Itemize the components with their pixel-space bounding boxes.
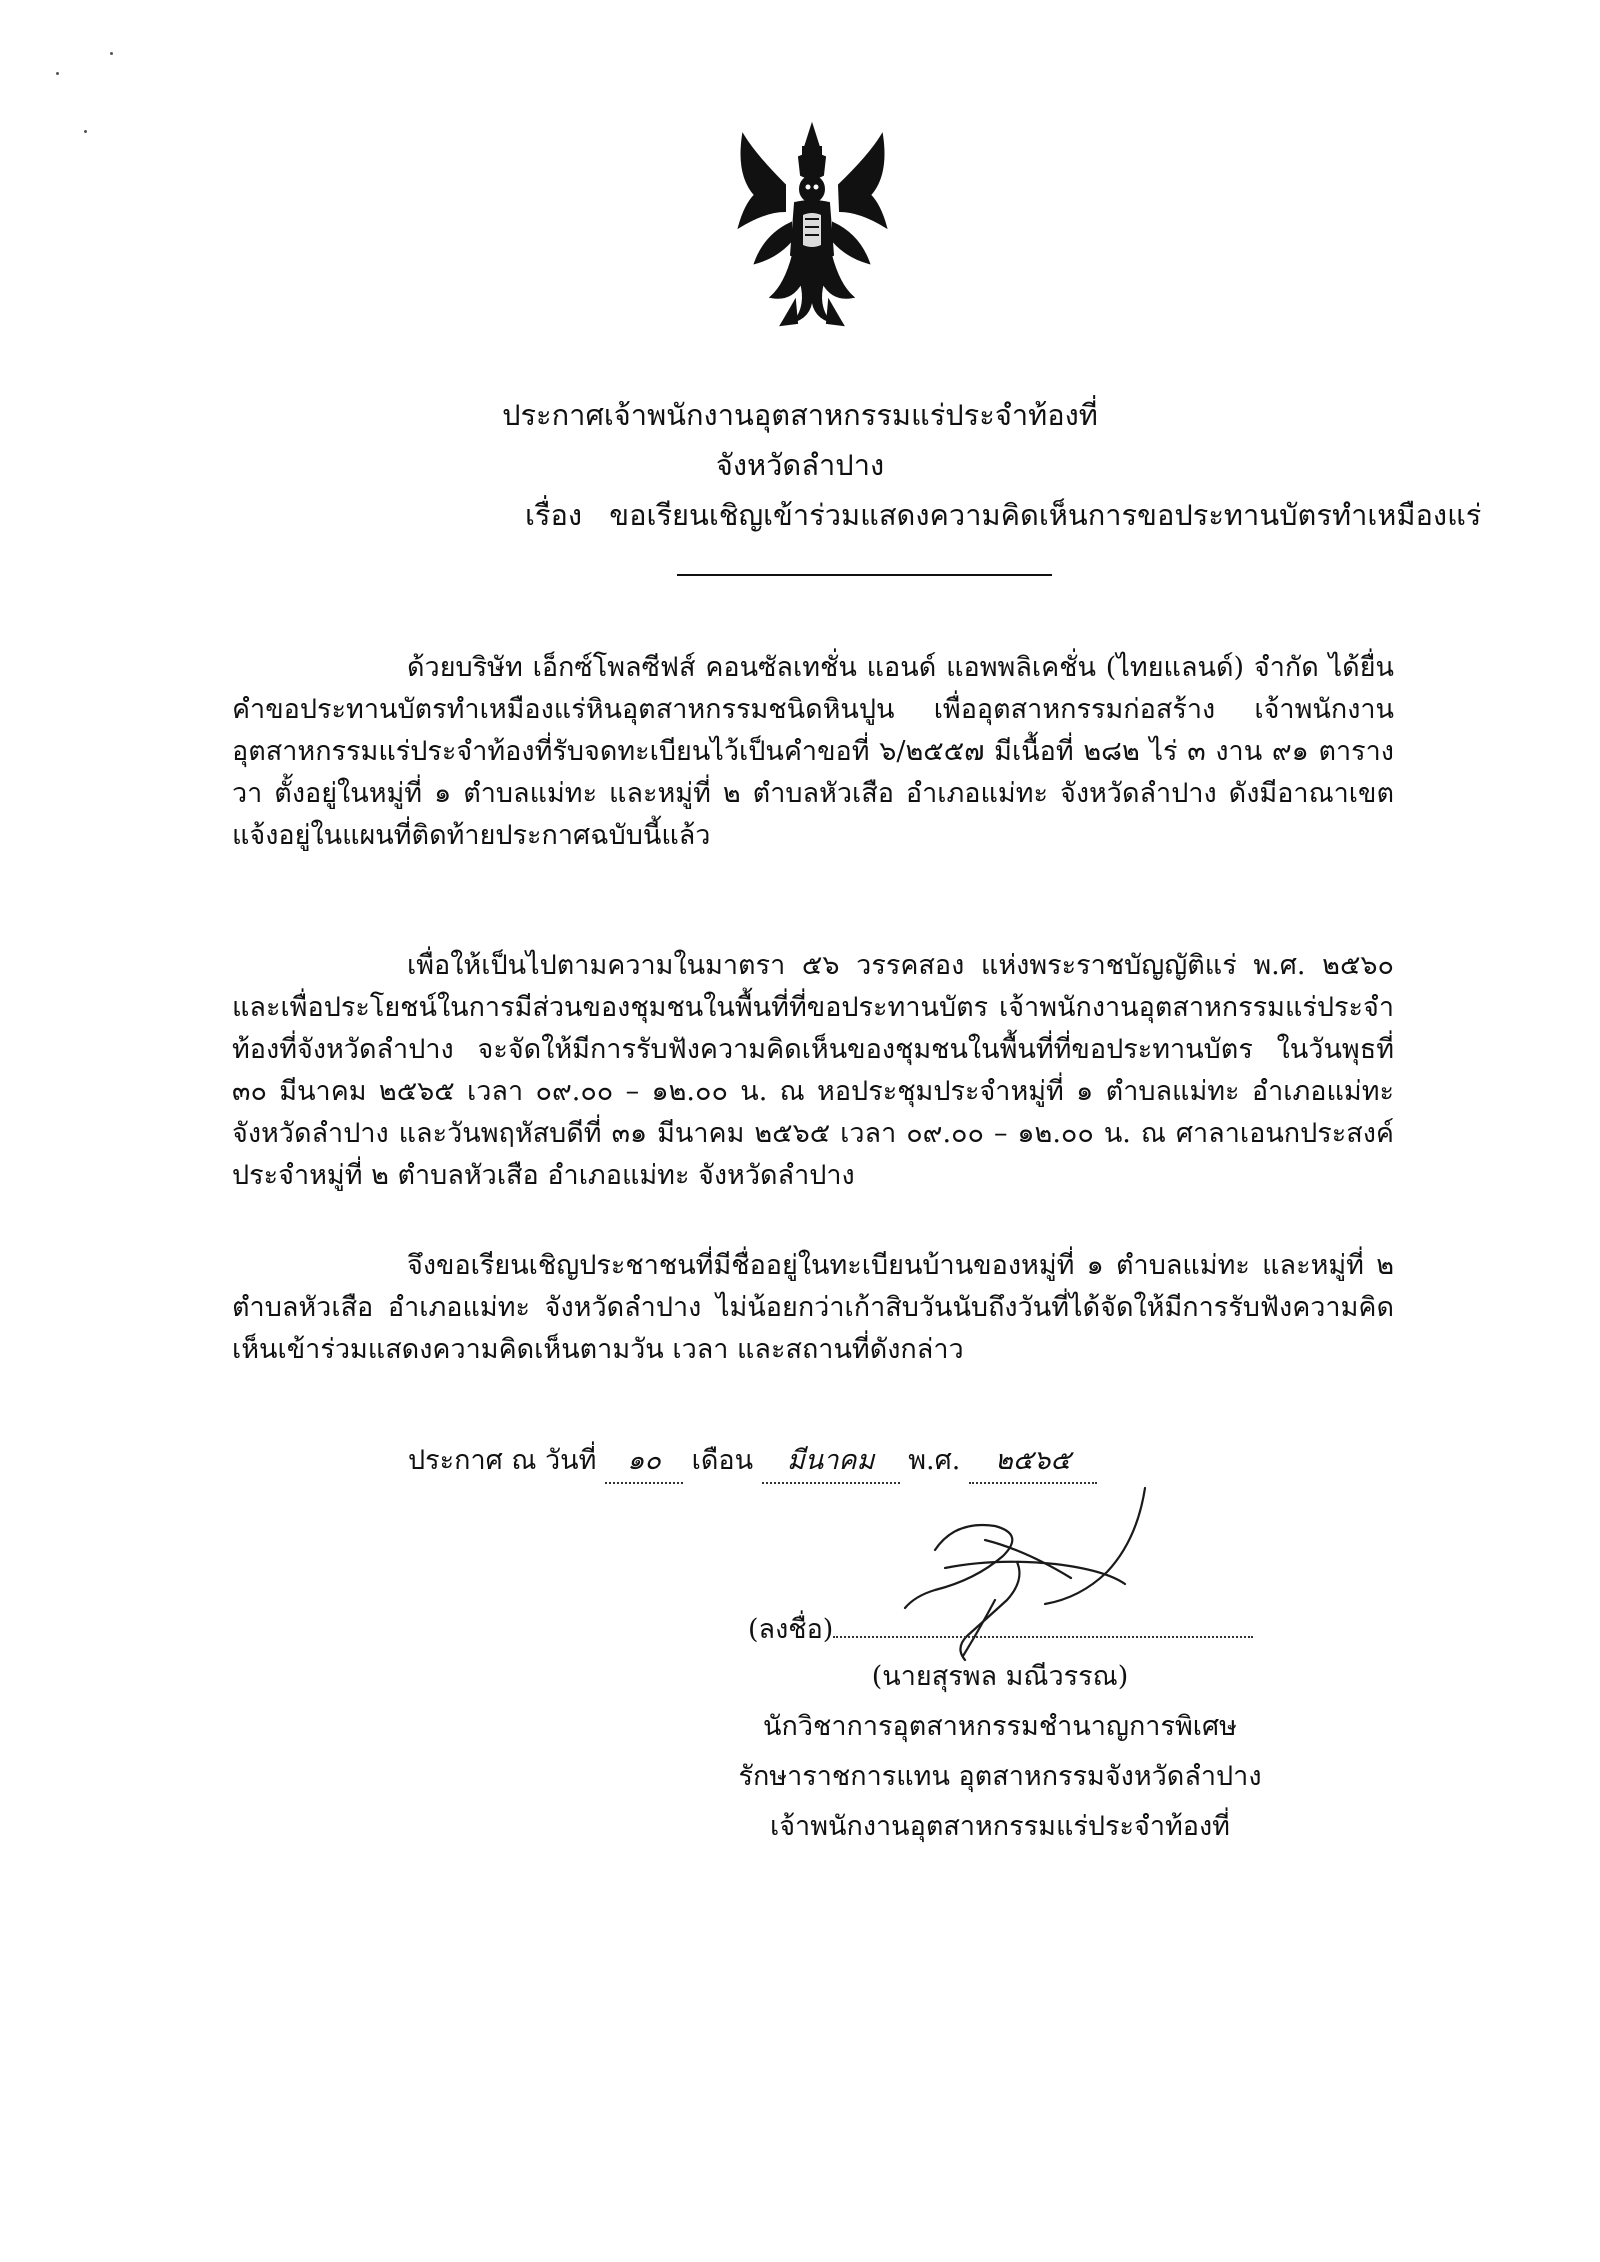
announcement-date (408, 1440, 1097, 1484)
date-day-field (605, 1440, 683, 1484)
body-paragraph: ด้วยบริษัท เอ็กซ์โพลซีฟส์ คอนซัลเทชั่น แอนด์ แอพพลิเคชั่น (ไทยแลนด์) จำกัด ได้ยื่นคำขอประทานบัตรทำเหมืองแร่หินอุตสาหกรรมชนิดหินปูน เพื่ออุตสาหกรรมก่อสร้าง เจ้าพนักงานอุตสาหกรรมแร่ประจำท้องที่รับจดทะเบียนไว้เป็นคำขอที่ ๖/๒๕๕๗ มีเนื้อที่ ๒๘๒ ไร่ ๓ งาน ๙๑ ตารางวา ตั้งอยู่ในหมู่ที่ ๑ ตำบลแม่ทะ และหมู่ที่ ๒ ตำบลหัวเสือ อำเภอแม่ทะ จังหวัดลำปาง ดังมีอาณาเขตแจ้งอยู่ในแผนที่ติดท้ายประกาศฉบับนี้แล้ว (232, 652, 1394, 851)
date-day: ๑๐ (627, 1445, 661, 1476)
signer-position: นักวิชาการอุตสาหกรรมชำนาญการพิเศษ (763, 1711, 1237, 1742)
subject-text: ขอเรียนเชิญเข้าร่วมแสดงความคิดเห็นการขอประทานบัตรทำเหมืองแร่ (609, 498, 1482, 532)
signer-name: (นายสุรพล มณีวรรณ) (871, 1661, 1129, 1692)
date-month-label: เดือน (691, 1445, 754, 1476)
garuda-emblem-icon (725, 115, 900, 335)
sign-label: (ลงชื่อ) (748, 1614, 834, 1645)
scan-speck (84, 130, 87, 133)
signature-dots (833, 1608, 1253, 1638)
subject-line (525, 495, 1482, 535)
signature-line (748, 1608, 1253, 1651)
date-month-field (762, 1440, 900, 1484)
scan-speck (56, 72, 59, 75)
date-prefix: ประกาศ ณ วันที่ (408, 1445, 597, 1476)
signer-position: รักษาราชการแทน อุตสาหกรรมจังหวัดลำปาง (738, 1761, 1262, 1792)
date-month: มีนาคม (787, 1445, 875, 1476)
signer-position: เจ้าพนักงานอุตสาหกรรมแร่ประจำท้องที่ (770, 1811, 1230, 1842)
body-paragraph: จึงขอเรียนเชิญประชาชนที่มีชื่ออยู่ในทะเบียนบ้านของหมู่ที่ ๑ ตำบลแม่ทะ และหมู่ที่ ๒ ตำบลหัวเสือ อำเภอแม่ทะ จังหวัดลำปาง ไม่น้อยกว่าเก้าสิบวันนับถึงวันที่ได้จัดให้มีการรับฟังความคิดเห็นเข้าร่วมแสดงความคิดเห็นตามวัน เวลา และสถานที่ดังกล่าว (232, 1250, 1394, 1365)
date-year-label: พ.ศ. (908, 1445, 961, 1476)
date-year-field (969, 1440, 1097, 1484)
date-year: ๒๕๖๕ (995, 1445, 1071, 1476)
header-divider (677, 574, 1052, 576)
province-title: จังหวัดลำปาง (715, 448, 885, 482)
scan-speck (110, 52, 113, 55)
subject-label: เรื่อง (525, 498, 583, 532)
body-paragraph: เพื่อให้เป็นไปตามความในมาตรา ๕๖ วรรคสอง แห่งพระราชบัญญัติแร่ พ.ศ. ๒๕๖๐ และเพื่อประโยชน์ในการมีส่วนของชุมชนในพื้นที่ที่ขอประทานบัตร เจ้าพนักงานอุตสาหกรรมแร่ประจำท้องที่จังหวัดลำปาง จะจัดให้มีการรับฟังความคิดเห็นของชุมชนในพื้นที่ที่ขอประทานบัตร ในวันพุธที่ ๓๐ มีนาคม ๒๕๖๕ เวลา ๐๙.๐๐ – ๑๒.๐๐ น. ณ หอประชุมประจำหมู่ที่ ๑ ตำบลแม่ทะ อำเภอแม่ทะ จังหวัดลำปาง และวันพฤหัสบดีที่ ๓๑ มีนาคม ๒๕๖๕ เวลา ๐๙.๐๐ – ๑๒.๐๐ น. ณ ศาลาเอนกประสงค์ประจำหมู่ที่ ๒ ตำบลหัวเสือ อำเภอแม่ทะ จังหวัดลำปาง (232, 950, 1394, 1191)
page-title: ประกาศเจ้าพนักงานอุตสาหกรรมแร่ประจำท้องที่ (502, 398, 1098, 432)
